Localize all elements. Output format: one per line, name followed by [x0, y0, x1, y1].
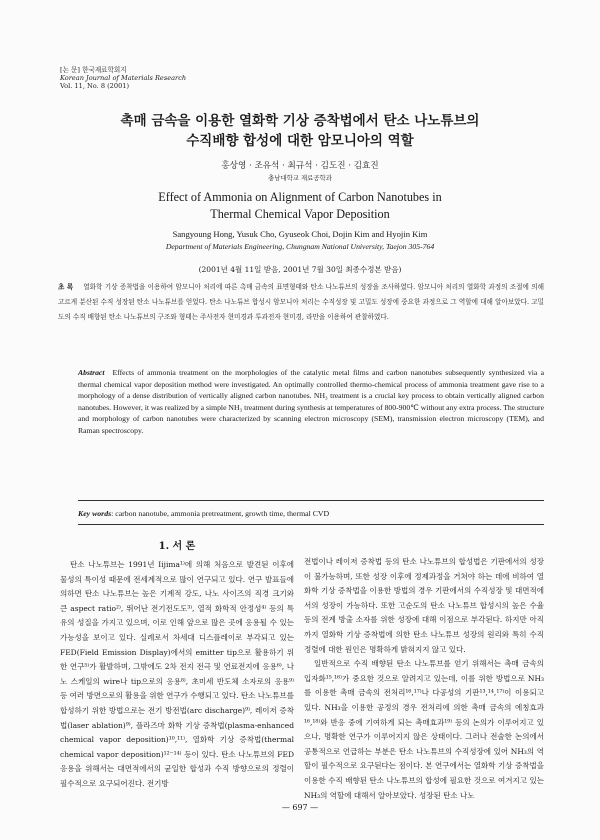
english-title-line-1: Effect of Ammonia on Alignment of Carbon Nanotubes in [158, 190, 442, 204]
english-abstract-label: Abstract [78, 368, 105, 377]
journal-header [60, 66, 186, 90]
page-number: — 697 — [281, 803, 319, 812]
journal-volume: Vol. 11, No. 8 (2001) [60, 82, 130, 90]
keywords [78, 509, 544, 518]
section-heading-introduction: 1. 서 론 [158, 541, 196, 552]
divider-top [78, 500, 544, 501]
right-column-paragraph-2: 일반적으로 수직 배향된 탄소 나노튜브를 얻기 위해서는 촉매 금속의 입자화¹⁵,¹⁶⁾가 중요한 것으로 알려지고 있는데, 이를 위한 방법으로 NH₃를 이용한 촉매 금속의 전처리¹⁶,¹⁷⁾나 다공성의 기판¹³,¹⁴,¹⁷⁾이 이용되고 있다. NH₃을 이용한 공정의 경우 전처리에 의한 촉매 금속의 에칭효과¹⁶,¹⁸⁾와 반응 중에 기여하게 되는 촉매효과¹⁹⁾ 등의 논의가 이루어지고 있으나, 명확한 연구가 이루어지지 않은 상태이다. 그러나 전술한 논의에서 공통적으로 언급하는 부분은 탄소 나노튜브의 수직성장에 있어 NH₃의 역할이 필수적으로 요구된다는 점이다. 본 연구에서는 열화학 기상 증착법을 이용한 수직 배향된 탄소 나노튜브의 합성에 필요한 것으로 여겨지고 있는 NH₃의 역할에 대해서 알아보았다. 성장된 탄소 나노 [304, 659, 544, 800]
right-column-paragraph-1: 전법이나 레이저 증착법 등의 탄소 나노튜브의 합성법은 기판에서의 성장이 불가능하며, 또한 성장 이후에 정제과정을 거쳐야 하는 데에 비하여 열화학 기상 증착법을 이용한 방법의 경우 기판에서의 수직성장 및 대면적에서의 성장이 가능하다. 또한 고순도의 탄소 나노튜브 합성시의 높은 수율 등의 전계 방출 소자를 위한 성장에 대해 이점으로 부각된다. 하지만 아직까지 열화학 기상 증착법에 의한 탄소 나노튜브 성장의 원리와 특히 수직 정렬에 대한 원인은 명확하게 밝혀지지 않고 있다. [304, 557, 544, 654]
keywords-text: : carbon nanotube, ammonia pretreatment, growth time, thermal CVD [111, 509, 330, 518]
divider-bottom [78, 524, 544, 525]
left-column-text: 탄소 나노튜브는 1991년 Iijima¹⁾에 의해 처음으로 발견된 이후에 물성의 특이성 때문에 전세계적으로 많이 연구되고 있다. 연구 발표들에 의하면 탄소 나노튜브는 높은 기계적 강도, 나노 사이즈의 직경 크기와 큰 aspect ratio²⁾, 뛰어난 전기전도도³⁾, 열적 화학적 안정성⁴⁾ 등의 특유의 성질을 가지고 있으며, 이로 인해 앞으로 많은 곳에 응용될 수 있는 가능성을 보이고 있다. 실례로서 차세대 디스플레이로 부각되고 있는 FED(Field Emission Display)에서의 emitter tip으로 활용하기 위한 연구⁵⁾가 활발하며, 그밖에도 2차 전지 전극 및 연료전지에 응용⁶⁾, 나노 스케일의 wire나 tip으로의 응용⁸⁾, 초미세 반도체 소자로의 응용⁹⁾ 등 여러 방면으로의 활용을 위한 연구가 수행되고 있다. 탄소 나노튜브를 합성하기 위한 방법으로는 전기 방전법(arc discharge)⁹⁾, 레이저 증착법(laser ablation)⁹⁾, 플라즈마 화학 기상 증착법(plasma-enhanced chemical vapor deposition)¹⁰,¹¹⁾, 열화학 기상 증착법(thermal chemical vapor deposition)¹²⁻¹⁴⁾ 등이 있다. 탄소 나노튜브의 FED 응용을 위해서는 대면적에서의 균일한 합성과 수직 방향으로의 정렬이 필수적으로 요구되어진다. 전기방 [60, 560, 294, 788]
keywords-label: Key words [78, 509, 112, 518]
journal-category: [논 문] 한국재료학회지 [60, 66, 127, 74]
english-abstract [78, 367, 544, 436]
english-affiliation: Department of Materials Engineering, Chungnam National University, Taejon 305-764 [165, 242, 435, 251]
received-dates: (2001년 4월 11일 받음, 2001년 7월 30일 최종수정본 받음) [198, 265, 402, 274]
journal-name: Korean Journal of Materials Research [60, 74, 187, 82]
korean-abstract-label: 초 록 [58, 283, 74, 291]
english-authors: Sangyoung Hong, Yusuk Cho, Gyuseok Choi, Dojin Kim and Hyojin Kim [172, 229, 428, 239]
korean-title-line-1: 촉매 금속을 이용한 열화학 기상 증착법에서 탄소 나노튜브의 [120, 113, 480, 129]
korean-affiliation: 충남대학교 재료공학과 [268, 174, 332, 182]
right-column [304, 555, 544, 803]
korean-authors: 홍상영 · 조유석 · 최규석 · 김도진 · 김효진 [221, 161, 379, 171]
korean-title-line-2: 수직배향 합성에 대한 암모니아의 역할 [186, 133, 414, 149]
english-title-line-2: Thermal Chemical Vapor Deposition [210, 207, 390, 221]
english-abstract-text: Effects of ammonia treatment on the morphologies of the catalytic metal films and carbon nanotubes subsequently synthesized via a thermal chemical vapor deposition method were investigated. An optimally controlled thermo-chemical process of ammonia treatment gave rise to a morphology of a dense distribution of vertically aligned carbon nanotubes. NH₃ treatment is a crucial key process to obtain vertically aligned carbon nanotubes. However, it was realized by a simple NH₃ treatment during synthesis at temperatures of 800-900℃ without any extra process. The structure and morphology of carbon nanotubes were characterized by scanning electron microscopy (SEM), transmission electron microscopy (TEM), and Raman spectroscopy. [78, 368, 545, 435]
korean-abstract [58, 280, 544, 325]
korean-abstract-text: 열화학 기상 증착법을 이용하여 암모니아 처리에 따른 촉매 금속의 표면형태와 탄소 나노튜브의 성장을 조사하였다. 암모니아 처리의 열화학 과정의 조절에 의해 고르게 분산된 수직 성장된 탄소 나노튜브를 얻었다. 탄소 나노튜브 합성시 암모니아 처리는 수직성장 및 고밀도 성장에 중요한 과정으로 그 역할에 대해 알아보았다. 고밀도의 수직 배향된 탄소 나노튜브의 구조와 형태는 주사전자 현미경과 투과전자 현미경, 라만을 이용하여 관찰하였다. [58, 283, 544, 321]
